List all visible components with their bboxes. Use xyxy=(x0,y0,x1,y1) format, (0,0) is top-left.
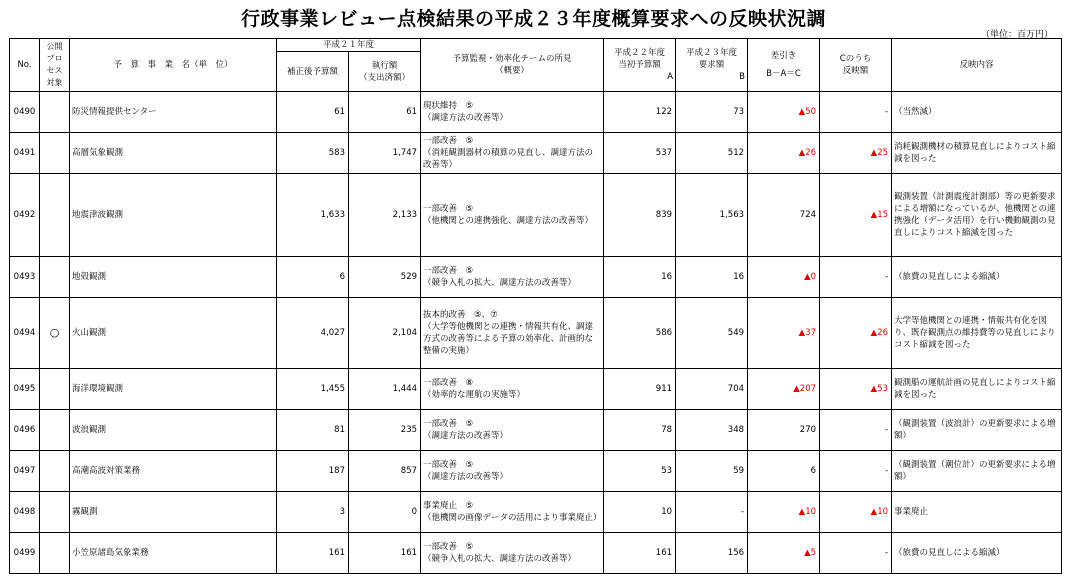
row-diff-c: 6 xyxy=(748,451,820,492)
row-no: 0493 xyxy=(10,257,40,298)
row-reflect-content: （当然減） xyxy=(892,92,1062,133)
row-fy23-b: 73 xyxy=(676,92,748,133)
row-public-mark xyxy=(40,257,70,298)
row-fy21-exec: 161 xyxy=(349,533,421,574)
row-team-findings: 事業廃止 ⑤ （他機関の画像データの活用により事業廃止） xyxy=(421,492,604,533)
row-public-mark xyxy=(40,133,70,174)
row-diff-c: 724 xyxy=(748,174,820,257)
header-reflect-content: 反映内容 xyxy=(892,39,1062,92)
row-project-name: 高潮高波対策業務 xyxy=(70,451,277,492)
row-reflect-content: （旅費の見直しによる縮減） xyxy=(892,257,1062,298)
row-no: 0498 xyxy=(10,492,40,533)
row-fy21-budget: 4,027 xyxy=(277,298,349,369)
row-fy22-a: 16 xyxy=(604,257,676,298)
row-project-name: 霧観測 xyxy=(70,492,277,533)
row-fy21-budget: 583 xyxy=(277,133,349,174)
row-fy21-budget: 161 xyxy=(277,533,349,574)
row-fy21-budget: 6 xyxy=(277,257,349,298)
row-reflect-content: （観測装置（潮位計）の更新要求による増額） xyxy=(892,451,1062,492)
row-team-findings: 一部改善 ⑤ （消耗観測器材の積算の見直し、調達方法の改善等） xyxy=(421,133,604,174)
row-fy23-b: 156 xyxy=(676,533,748,574)
header-fy21: 平成２１年度 xyxy=(277,39,421,52)
row-c-reflect: - xyxy=(820,257,892,298)
row-fy22-a: 586 xyxy=(604,298,676,369)
table-row xyxy=(10,133,1062,174)
row-c-reflect: ▲10 xyxy=(820,492,892,533)
header-fy21-exec: 執行額 （支出済額） xyxy=(349,52,421,92)
row-project-name: 防災情報提供センター xyxy=(70,92,277,133)
header-diff-label: 差引き xyxy=(770,51,797,61)
row-no: 0497 xyxy=(10,451,40,492)
table-row xyxy=(10,257,1062,298)
header-diff xyxy=(748,39,820,92)
row-fy22-a: 122 xyxy=(604,92,676,133)
header-fy23-letter: B xyxy=(739,72,746,82)
row-fy23-b: 704 xyxy=(676,369,748,410)
header-fy22 xyxy=(604,39,676,92)
row-public-mark: ○ xyxy=(40,298,70,369)
row-project-name: 波浪観測 xyxy=(70,410,277,451)
row-fy21-exec: 529 xyxy=(349,257,421,298)
row-no: 0496 xyxy=(10,410,40,451)
row-reflect-content: （観測装置（波浪計）の更新要求による増額） xyxy=(892,410,1062,451)
row-no: 0494 xyxy=(10,298,40,369)
row-fy21-exec: 857 xyxy=(349,451,421,492)
row-project-name: 地殻観測 xyxy=(70,257,277,298)
row-project-name: 海洋環境観測 xyxy=(70,369,277,410)
row-team-findings: 現状維持 ⑤ （調達方法の改善等） xyxy=(421,92,604,133)
row-public-mark xyxy=(40,92,70,133)
header-c-reflect: Cのうち 反映額 xyxy=(820,39,892,92)
row-c-reflect: - xyxy=(820,410,892,451)
row-team-findings: 一部改善 ⑤ （他機関との連携強化、調達方法の改善等） xyxy=(421,174,604,257)
table-row xyxy=(10,451,1062,492)
row-team-findings: 一部改善 ⑤ （競争入札の拡大、調達方法の改善等） xyxy=(421,533,604,574)
row-fy21-budget: 187 xyxy=(277,451,349,492)
table-row xyxy=(10,492,1062,533)
row-project-name: 小笠原諸島気象業務 xyxy=(70,533,277,574)
row-c-reflect: - xyxy=(820,533,892,574)
page-title: 行政事業レビュー点検結果の平成２３年度概算要求への反映状況調 xyxy=(240,8,826,30)
row-no: 0495 xyxy=(10,369,40,410)
row-team-findings: 抜本的改善 ⑤、⑦ （大学等他機関との連携・情報共有化、調達方式の改善等による予算の効率化、計画的な整備の実施） xyxy=(421,298,604,369)
row-fy21-exec: 2,133 xyxy=(349,174,421,257)
row-fy23-b: 512 xyxy=(676,133,748,174)
row-fy22-a: 839 xyxy=(604,174,676,257)
header-no: No. xyxy=(10,39,40,92)
row-c-reflect: ▲26 xyxy=(820,298,892,369)
row-no: 0492 xyxy=(10,174,40,257)
row-project-name: 地震津波観測 xyxy=(70,174,277,257)
row-c-reflect: - xyxy=(820,451,892,492)
row-fy23-b: 16 xyxy=(676,257,748,298)
row-project-name: 高層気象観測 xyxy=(70,133,277,174)
row-reflect-content: 観測船の運航計画の見直しによりコスト縮減を図った xyxy=(892,369,1062,410)
row-fy23-b: - xyxy=(676,492,748,533)
row-fy22-a: 161 xyxy=(604,533,676,574)
row-no: 0499 xyxy=(10,533,40,574)
row-c-reflect: ▲53 xyxy=(820,369,892,410)
row-fy21-budget: 61 xyxy=(277,92,349,133)
row-team-findings: 一部改善 ⑤ （調達方法の改善等） xyxy=(421,410,604,451)
row-fy21-budget: 1,633 xyxy=(277,174,349,257)
row-public-mark xyxy=(40,369,70,410)
row-fy22-a: 537 xyxy=(604,133,676,174)
table-row xyxy=(10,298,1062,369)
header-fy22-letter: A xyxy=(667,72,674,82)
row-reflect-content: 消耗観測機材の積算見直しによりコスト縮減を図った xyxy=(892,133,1062,174)
row-public-mark xyxy=(40,533,70,574)
row-fy21-exec: 1,444 xyxy=(349,369,421,410)
header-diff-formula: B－A＝C xyxy=(766,69,801,79)
table-row xyxy=(10,369,1062,410)
row-no: 0490 xyxy=(10,92,40,133)
row-fy21-budget: 81 xyxy=(277,410,349,451)
row-fy21-budget: 3 xyxy=(277,492,349,533)
row-diff-c: ▲37 xyxy=(748,298,820,369)
row-public-mark xyxy=(40,174,70,257)
row-fy21-exec: 0 xyxy=(349,492,421,533)
header-public-process: 公開 プロ セス 対象 xyxy=(40,39,70,92)
table-row xyxy=(10,92,1062,133)
row-diff-c: ▲207 xyxy=(748,369,820,410)
row-team-findings: 一部改善 ⑤ （競争入札の拡大、調達方法の改善等） xyxy=(421,257,604,298)
header-fy21-budget: 補正後予算額 xyxy=(277,52,349,92)
row-fy22-a: 10 xyxy=(604,492,676,533)
header-fy23-label: 平成２３年度 要求額 xyxy=(686,48,738,70)
row-diff-c: ▲0 xyxy=(748,257,820,298)
review-table xyxy=(9,38,1062,574)
row-reflect-content: 観測装置（計測震度計測部）等の更新要求による増額になっているが、他機関との連携強化（データ活用）を行い機動観測の見直しによりコスト縮減を図った xyxy=(892,174,1062,257)
unit-label: （単位：百万円） xyxy=(980,30,1053,40)
table-row xyxy=(10,174,1062,257)
row-fy23-b: 1,563 xyxy=(676,174,748,257)
table-row xyxy=(10,533,1062,574)
row-diff-c: ▲50 xyxy=(748,92,820,133)
row-public-mark xyxy=(40,410,70,451)
row-fy23-b: 348 xyxy=(676,410,748,451)
row-no: 0491 xyxy=(10,133,40,174)
row-fy21-budget: 1,455 xyxy=(277,369,349,410)
row-fy21-exec: 61 xyxy=(349,92,421,133)
row-public-mark xyxy=(40,451,70,492)
row-fy23-b: 59 xyxy=(676,451,748,492)
row-diff-c: ▲10 xyxy=(748,492,820,533)
table-row xyxy=(10,410,1062,451)
row-diff-c: 270 xyxy=(748,410,820,451)
row-diff-c: ▲5 xyxy=(748,533,820,574)
row-c-reflect: ▲15 xyxy=(820,174,892,257)
row-fy21-exec: 235 xyxy=(349,410,421,451)
row-team-findings: 一部改善 ⑤ （調達方法の改善等） xyxy=(421,451,604,492)
row-project-name: 火山観測 xyxy=(70,298,277,369)
row-fy21-exec: 2,104 xyxy=(349,298,421,369)
row-fy21-exec: 1,747 xyxy=(349,133,421,174)
row-public-mark xyxy=(40,492,70,533)
row-c-reflect: ▲25 xyxy=(820,133,892,174)
row-fy22-a: 53 xyxy=(604,451,676,492)
row-fy22-a: 911 xyxy=(604,369,676,410)
header-fy23 xyxy=(676,39,748,92)
row-fy22-a: 78 xyxy=(604,410,676,451)
header-fy22-label: 平成２２年度 当初予算額 xyxy=(614,48,666,70)
header-project-name: 予 算 事 業 名（単 位） xyxy=(70,39,277,92)
row-reflect-content: 事業廃止 xyxy=(892,492,1062,533)
row-reflect-content: 大学等他機関との連携・情報共有化を図り、既存観測点の維持費等の見直しによりコスト縮減を図った xyxy=(892,298,1062,369)
row-fy23-b: 549 xyxy=(676,298,748,369)
row-c-reflect: - xyxy=(820,92,892,133)
row-reflect-content: （旅費の見直しによる縮減） xyxy=(892,533,1062,574)
header-team-findings: 予算監視・効率化チームの所見 （概要） xyxy=(421,39,604,92)
row-diff-c: ▲26 xyxy=(748,133,820,174)
row-team-findings: 一部改善 ⑧ （効率的な運航の実施等） xyxy=(421,369,604,410)
